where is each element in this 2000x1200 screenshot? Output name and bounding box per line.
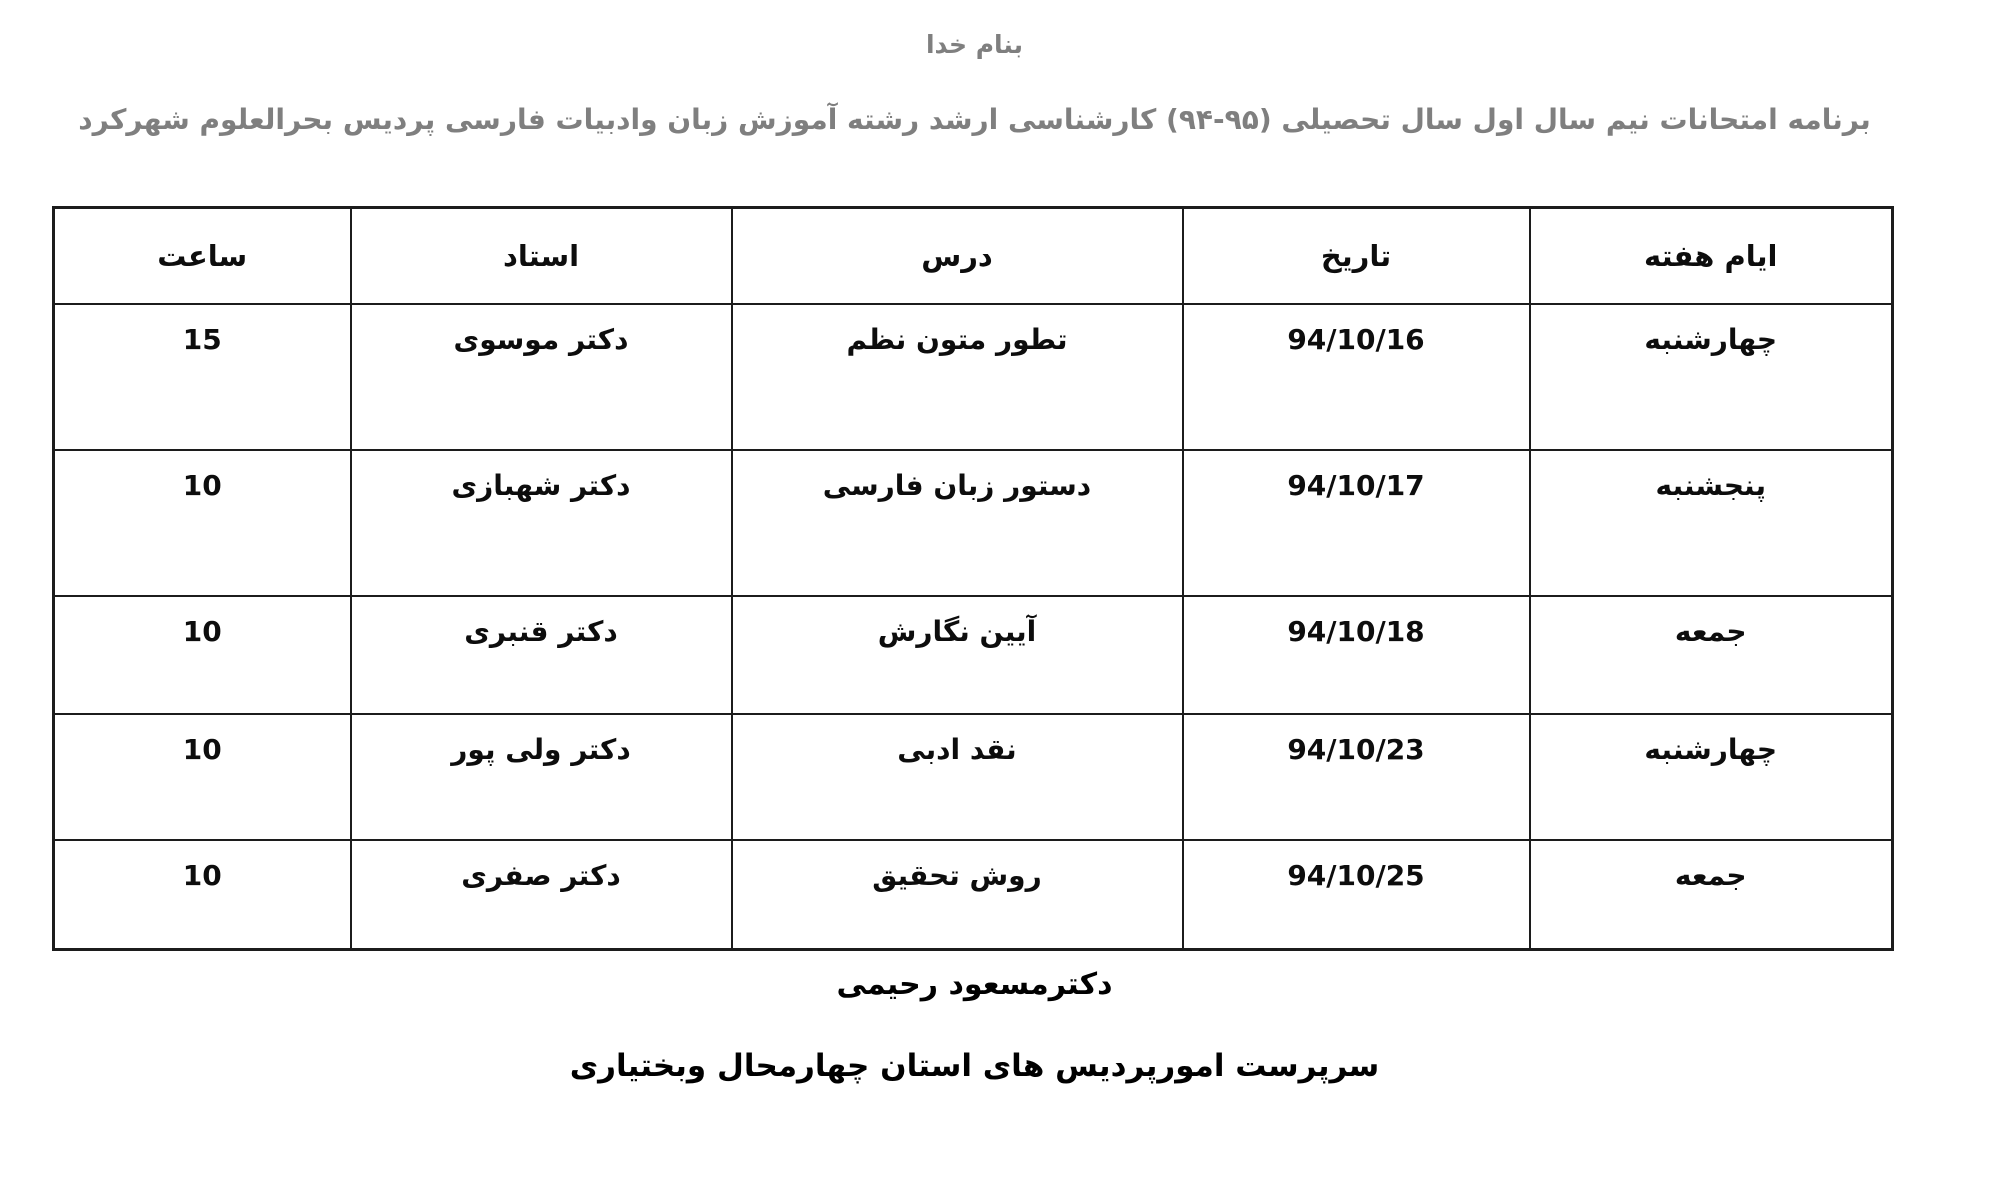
header-course: درس [732,208,1183,304]
table-header-row [54,208,1893,304]
header-date: تاریخ [1183,208,1530,304]
table-row [54,840,1893,950]
cell-course: نقد ادبی [732,714,1183,840]
table-row [54,714,1893,840]
cell-weekday: چهارشنبه [1530,304,1893,450]
table-row [54,596,1893,714]
header-hour: ساعت [54,208,351,304]
cell-weekday: چهارشنبه [1530,714,1893,840]
cell-course: تطور متون نظم [732,304,1183,450]
cell-weekday: جمعه [1530,840,1893,950]
signatory-title: سرپرست امورپردیس های استان چهارمحال وبختیاری [569,1048,1380,1084]
exam-schedule-table [52,206,1894,951]
signatory-name: دکترمسعود رحیمی [836,967,1113,1002]
table-row [54,304,1893,450]
cell-date: 94/10/17 [1183,450,1530,596]
cell-date: 94/10/23 [1183,714,1530,840]
cell-professor: دکتر شهبازی [351,450,732,596]
cell-hour: 15 [54,304,351,450]
cell-hour: 10 [54,450,351,596]
exam-schedule-heading: برنامه امتحانات نیم سال اول سال تحصیلی (۹۵-۹۴) کارشناسی ارشد رشته آموزش زبان وادبیات فارسی پردیس بحرالعلوم شهرکرد [78,103,1871,136]
cell-course: روش تحقیق [732,840,1183,950]
cell-hour: 10 [54,714,351,840]
cell-date: 94/10/16 [1183,304,1530,450]
cell-professor: دکتر صفری [351,840,732,950]
cell-hour: 10 [54,840,351,950]
cell-date: 94/10/25 [1183,840,1530,950]
cell-course: دستور زبان فارسی [732,450,1183,596]
table-row [54,450,1893,596]
cell-weekday: پنجشنبه [1530,450,1893,596]
header-professor: استاد [351,208,732,304]
cell-course: آیین نگارش [732,596,1183,714]
cell-date: 94/10/18 [1183,596,1530,714]
cell-professor: دکتر ولی پور [351,714,732,840]
cell-weekday: جمعه [1530,596,1893,714]
bismillah-title: بنام خدا [925,30,1024,59]
document-content [55,0,1894,1084]
cell-professor: دکتر موسوی [351,304,732,450]
cell-hour: 10 [54,596,351,714]
cell-professor: دکتر قنبری [351,596,732,714]
header-weekday: ایام هفته [1530,208,1893,304]
